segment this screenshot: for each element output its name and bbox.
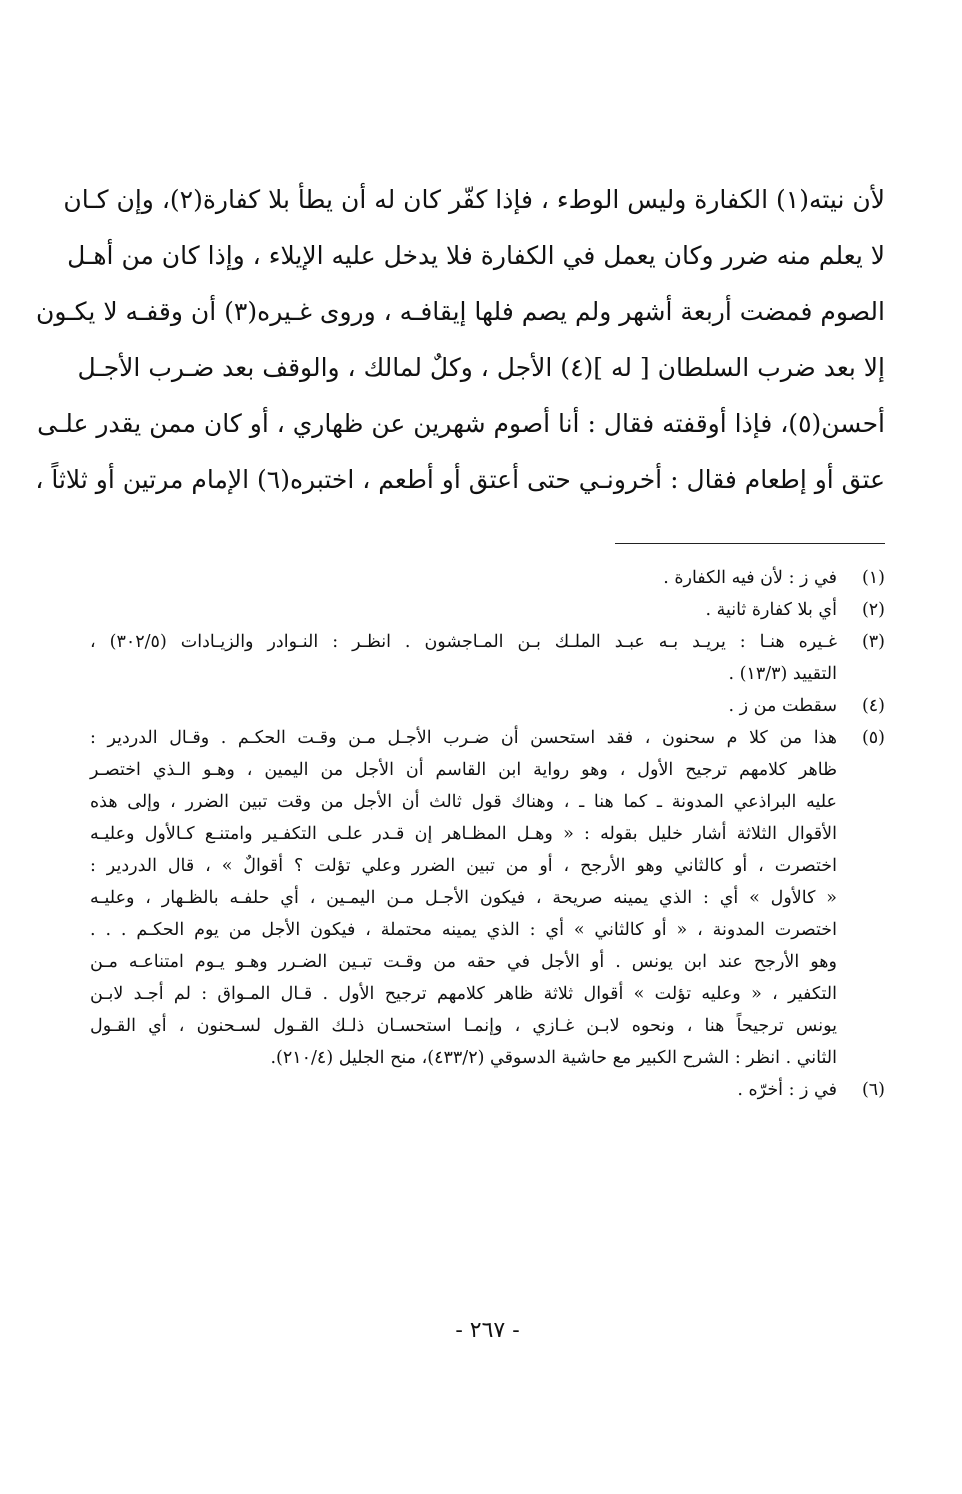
footnote-line: التكفير ، « وعليه تؤلت » أقوال ثلاثة ظاهر كلامهم ترجيح الأول . قـال المـواق : لم أجـد لابـن: [90, 984, 837, 1004]
main-text: [35, 172, 885, 508]
footnote-line: أي بلا كفارة ثانية .: [705, 600, 837, 620]
footnote-line: اختصرت المدونة ، « أو كالثاني » أي : الذي يمينه محتملة ، فيكون الأجل من يوم الحكـم . . .: [90, 920, 837, 940]
text-line: إلا بعد ضرب السلطان [ له ](٤) الأجل ، وكلٌ لمالك ، والوقف بعد ضـرب الأجـل: [77, 353, 885, 382]
footnote-line: « كالأول » أي : الذي يمينه صريحة ، فيكون الأجـل مـن اليمـين ، أي حلفـه بالظـهار ، وعليـه: [90, 888, 837, 908]
footnote-separator: [615, 543, 885, 544]
footnote-line: التقييد (١٣/٣) .: [728, 664, 837, 684]
footnote-line: سقطت من ز .: [728, 696, 837, 716]
text-line: عتق أو إطعام فقال : أخرونـي حتى أعتق أو أطعم ، اختبره(٦) الإمام مرتين أو ثلاثاً ،: [35, 465, 885, 494]
page-number: - ٢٦٧ -: [455, 1318, 520, 1343]
text-line: لأن نيته(١) الكفارة وليس الوطء ، فإذا كفّر كان له أن يطأ بلا كفارة(٢)، وإن كـان: [63, 185, 885, 214]
footnote-line: يونس ترجيحاً هنا ، ونحوه لابـن غـازي ، وإنمـا استحسـان ذلـك القـول لسـحنون ، أي القـول: [90, 1016, 837, 1036]
footnote-line: غـيره هنـا : يريـد بـه عبـد الملـك بـن المـاجشون . انظـر : النـوادر والزيـادات (٣٠٢/٥) ،: [90, 632, 837, 652]
footnote-line: الثاني . انظر : الشرح الكبير مع حاشية الدسوقي (٤٣٣/٢)، منح الجليل (٢١٠/٤).: [270, 1048, 837, 1068]
footnote-line: عليه البراذعي المدونة ـ كما هنا ـ ، وهناك قول ثالث أن الأجل من وقت تبين الضرر ، وإلى هذه: [90, 792, 837, 812]
text-line: لا يعلم منه ضرر وكان يعمل في الكفارة فلا يدخل عليه الإيلاء ، وإذا كان من أهـل: [67, 241, 885, 270]
footnote-number: (٤): [861, 696, 885, 716]
footnote-line: الأقوال الثلاثة أشار خليل بقوله : « وهـل المظـاهر إن قـدر علـى التكفـير وامتنـع كـالأول وعليـه: [90, 824, 837, 844]
footnote-number: (٥): [861, 728, 885, 748]
footnote-4: [90, 690, 885, 722]
footnote-line: هذا من كلا م سحنون ، فقد استحسن أن ضـرب الأجـل مـن وقـت الحكـم . وقـال الدردير :: [90, 728, 837, 748]
footnote-number: (٢): [861, 600, 885, 620]
text-line: الصوم فمضت أربعة أشهر ولم يصم فلها إيقافـه ، وروى غـيره(٣) أن وقفـه لا يكـون: [36, 297, 885, 326]
footnote-number: (٣): [861, 632, 885, 652]
footnote-line: اختصرت ، أو كالثاني وهو الأرجح ، أو من تبين الضرر وعلي تؤلت ؟ أقوالٌ » ، قال الدردير :: [90, 856, 837, 876]
text-line: أحسن(٥)، فإذا أوقفته فقال : أنا أصوم شهرين عن ظهاري ، أو كان ممن يقدر علـى: [37, 409, 885, 438]
document-page: [35, 0, 885, 1494]
footnote-line: وهو الأرجح عند ابن يونس . أو الأجل في حقه من وقـت تبـين الضـرر وهـو يـوم امتناعـه مـن: [90, 952, 837, 972]
footnote-6: [90, 1074, 885, 1106]
footnotes: [90, 562, 885, 1106]
footnote-line: في ز : أخرّه .: [737, 1080, 837, 1100]
footnote-line: ظاهر كلامهم ترجيح الأول ، وهو رواية ابن القاسم أن الأجل من اليمين ، وهـو الـذي اختصـر: [90, 760, 837, 780]
footnote-line: في ز : لأن فيه الكفارة .: [663, 568, 837, 588]
footnote-3: [90, 626, 885, 690]
footnote-number: (٦): [861, 1080, 885, 1100]
footnote-5: [90, 722, 885, 1074]
footnote-1: [90, 562, 885, 594]
footnote-2: [90, 594, 885, 626]
footnote-number: (١): [861, 568, 885, 588]
